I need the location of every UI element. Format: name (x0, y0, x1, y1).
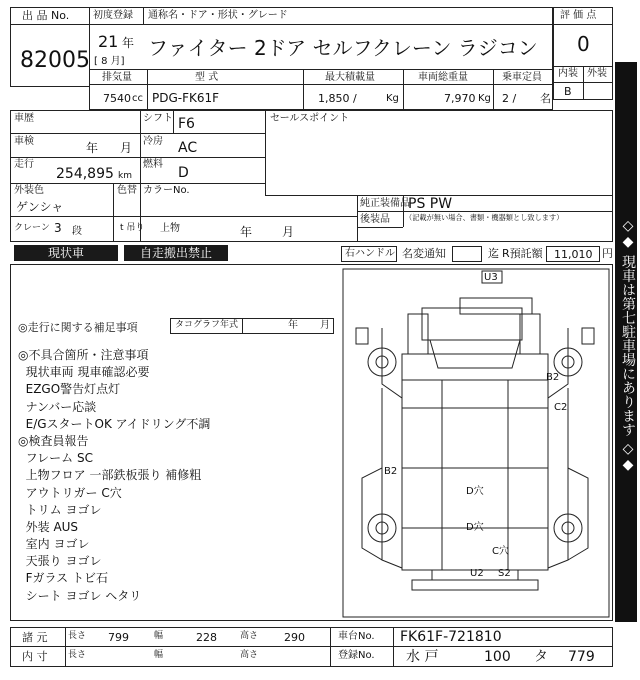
reg-label: 登録No. (338, 650, 375, 661)
tacho-year-unit: 年 (288, 320, 298, 331)
parking-location-banner: ◇◆ 現車は第七駐車場にあります ◇◆ (615, 62, 637, 622)
width-label: 幅 (154, 631, 164, 641)
note-line: 現状車両 現車確認必要 (18, 365, 150, 380)
inner-width-label: 幅 (154, 650, 164, 660)
diagram-mark: S2 (498, 568, 511, 579)
aftermarket-note: （記載が無い場合、書類・機器類とし致します） (405, 214, 564, 223)
inspection-label: 車検 (14, 136, 34, 147)
tacho-month-unit: 月 (320, 320, 330, 331)
diagram-mark: U2 (470, 568, 484, 579)
exterior-label: 外装 (587, 68, 607, 79)
note-line: 上物フロア 一部鉄板張り 補修粗 (18, 468, 202, 483)
tacho-label: タコグラフ年式 (175, 320, 239, 330)
displacement-label: 排気量 (102, 72, 132, 83)
inner-height-label: 高さ (240, 650, 259, 660)
fuel-label: 燃料 (143, 159, 163, 170)
shift-label: シフト (143, 113, 173, 124)
equipment-label: 純正装備品 (360, 198, 410, 209)
diagram-mark: B2 (546, 372, 560, 383)
length-label: 長さ (68, 631, 87, 641)
length-value: 799 (108, 631, 129, 644)
note-line: ◎不具合箇所・注意事項 (18, 348, 149, 362)
reg-month: [ 8 月] (94, 56, 125, 67)
max-load-unit: Kg (386, 93, 399, 104)
note-line: 天張り ヨゴレ (18, 554, 102, 569)
recycle-amount: 11,010 (554, 248, 593, 261)
crane-label: クレーン (14, 223, 50, 233)
score-label: 評 価 点 (560, 10, 597, 21)
interior-grade: B (564, 85, 572, 98)
displacement-unit: cc (132, 93, 143, 104)
truck-outline (342, 268, 610, 618)
gross-weight-label: 車両総重量 (418, 72, 468, 83)
no-self-drive-badge: 自走搬出禁止 (124, 245, 228, 261)
note-line: アウトリガー C穴 (18, 485, 122, 500)
upper-month-unit: 月 (282, 225, 295, 239)
mileage-unit: km (118, 171, 132, 181)
diagram-mark: U3 (484, 272, 498, 283)
capacity-unit: 名 (540, 92, 551, 105)
diagram-mark: D穴 (466, 522, 484, 533)
color-label: 外装色 (14, 185, 44, 196)
note-line: EZGO警告灯点灯 (18, 382, 121, 397)
note-line: トリム ヨゴレ (18, 502, 102, 517)
diagram-mark: B2 (384, 466, 398, 477)
height-value: 290 (284, 631, 305, 644)
gross-weight-unit: Kg (478, 93, 491, 104)
history-label: 車歴 (14, 113, 34, 124)
mileage-label: 走行 (14, 159, 34, 170)
inner-length-label: 長さ (68, 650, 87, 660)
sales-point-label: セールスポイント (270, 113, 350, 124)
current-vehicle-badge: 現状車 (14, 245, 118, 261)
note-line: ナンバー応談 (18, 399, 97, 414)
lot-label: 出 品 No. (22, 9, 70, 22)
name-label: 通称名・ドア・形状・グレード (148, 10, 288, 21)
equipment-value: PS PW (408, 196, 453, 212)
chassis-label: 車台No. (338, 631, 375, 642)
diagram-mark: C2 (554, 402, 568, 413)
max-load-label: 最大積載量 (325, 72, 375, 83)
reg-year-unit: 年 (122, 36, 135, 50)
note-line: ◎検査員報告 (18, 433, 89, 448)
ac-value: AC (178, 140, 198, 156)
note-line: フレーム SC (18, 451, 93, 466)
model-value: PDG-FK61F (152, 91, 220, 105)
crane-stages: 3 (54, 221, 62, 235)
color-code-label: カラーNo. (143, 185, 190, 196)
crane-lift-unit: t 吊り (120, 223, 145, 233)
interior-label: 内装 (558, 68, 578, 79)
reg-number: 779 (568, 649, 595, 665)
capacity-label: 乗車定員 (502, 72, 542, 83)
reg-year: 21 (98, 32, 119, 51)
shift-value: F6 (178, 116, 195, 132)
score-value: 0 (577, 32, 590, 56)
footer-box (10, 627, 613, 667)
max-load-value: 1,850 / (318, 92, 357, 105)
displacement-value: 7540 (103, 92, 131, 105)
inner-dims-label: 内 寸 (22, 650, 48, 663)
name-change-box (452, 246, 482, 262)
name-change-label: 名変通知 (402, 247, 446, 260)
inspection-notes (18, 346, 338, 604)
chassis-number: FK61F-721810 (400, 629, 502, 645)
mileage-value: 254,895 (56, 166, 114, 182)
handle-value: 右ハンドル (345, 248, 395, 259)
height-label: 高さ (240, 631, 259, 641)
upper-label: 上物 (160, 223, 180, 234)
color-value: ゲンシャ (16, 200, 64, 214)
ac-label: 冷房 (143, 136, 163, 147)
running-notes-label: ◎走行に関する補足事項 (18, 321, 138, 334)
inspection-year-unit: 年 (86, 141, 99, 155)
width-value: 228 (196, 631, 217, 644)
lot-number: 82005 (20, 48, 90, 73)
upper-year-unit: 年 (240, 225, 253, 239)
inspection-month-unit: 月 (120, 141, 133, 155)
diagram-mark: C穴 (492, 546, 509, 557)
note-line: E/GスタートOK アイドリング不調 (18, 416, 211, 431)
diagram-mark: D穴 (466, 486, 484, 497)
recycle-label: R預託額 (502, 247, 543, 260)
vehicle-diagram (342, 268, 610, 618)
dims-label: 諸 元 (22, 631, 48, 644)
deadline-label: 迄 (488, 247, 499, 260)
crane-stage-unit: 段 (72, 226, 82, 237)
reg-area: 水 戸 (406, 649, 439, 665)
model-label: 型 式 (195, 72, 219, 83)
note-line: 室内 ヨゴレ (18, 537, 90, 552)
fuel-value: D (178, 165, 189, 181)
note-line: シート ヨゴレ ヘタリ (18, 588, 142, 603)
first-reg-label: 初度登録 (93, 10, 133, 21)
reg-class: 100 (484, 649, 511, 665)
aftermarket-label: 後装品 (360, 214, 390, 225)
note-line: Fガラス トビ石 (18, 571, 108, 586)
note-line: 外装 AUS (18, 519, 79, 534)
color-change-label: 色替 (117, 185, 137, 196)
gross-weight-value: 7,970 (444, 92, 476, 105)
capacity-value: 2 / (502, 92, 517, 105)
vehicle-name: ファイター 2ドア セルフクレーン ラジコン (148, 36, 538, 60)
reg-kana: タ (534, 649, 548, 665)
recycle-unit: 円 (602, 247, 613, 260)
